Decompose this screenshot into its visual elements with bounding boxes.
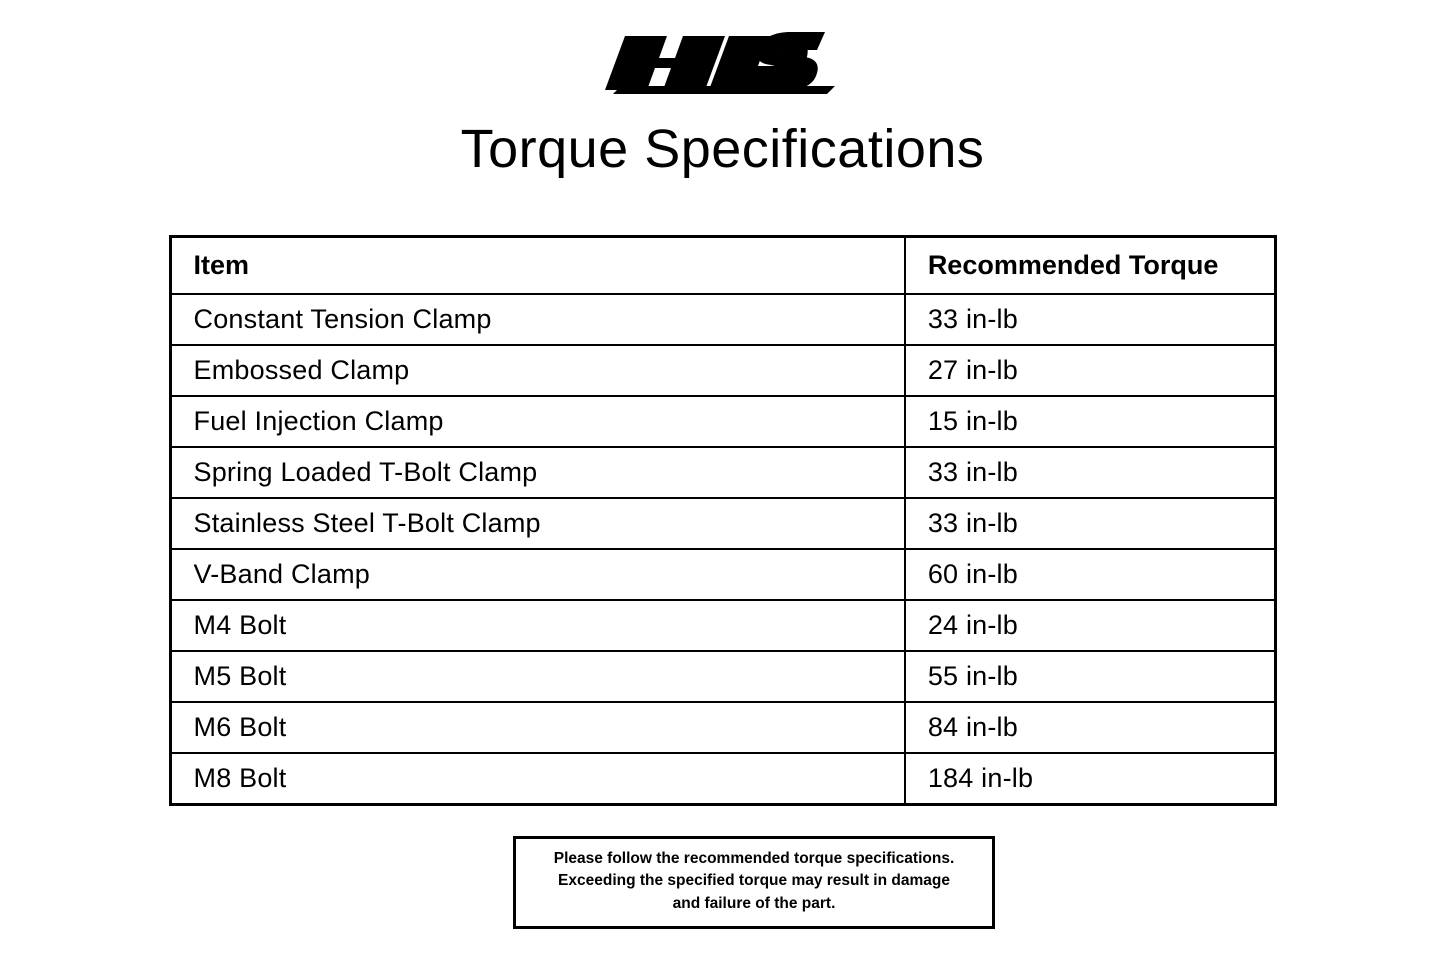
cell-torque: 15 in-lb <box>905 396 1275 447</box>
cell-item: Embossed Clamp <box>170 345 905 396</box>
warning-note-box <box>513 836 995 929</box>
table-header-row <box>170 237 1275 295</box>
cell-item: M5 Bolt <box>170 651 905 702</box>
cell-torque: 33 in-lb <box>905 498 1275 549</box>
table-row <box>170 294 1275 345</box>
note-line-2: Exceeding the specified torque may result in damage <box>558 872 950 890</box>
table-body <box>170 294 1275 805</box>
column-header-item: Item <box>170 237 905 295</box>
cell-item: M8 Bolt <box>170 753 905 805</box>
cell-torque: 33 in-lb <box>905 447 1275 498</box>
note-line-1: Please follow the recommended torque specifications. <box>553 850 955 867</box>
cell-item: Spring Loaded T-Bolt Clamp <box>170 447 905 498</box>
page-title: Torque Specifications <box>460 119 985 179</box>
brand-logo-container <box>0 0 1445 98</box>
table-row <box>170 447 1275 498</box>
cell-item: Fuel Injection Clamp <box>170 396 905 447</box>
table-row <box>170 600 1275 651</box>
cell-item: M6 Bolt <box>170 702 905 753</box>
cell-torque: 184 in-lb <box>905 753 1275 805</box>
torque-specifications-table <box>169 235 1277 806</box>
table-row <box>170 345 1275 396</box>
cell-item: Constant Tension Clamp <box>170 294 905 345</box>
cell-item: M4 Bolt <box>170 600 905 651</box>
cell-item: V-Band Clamp <box>170 549 905 600</box>
table-row <box>170 396 1275 447</box>
cell-torque: 24 in-lb <box>905 600 1275 651</box>
note-line-3: and failure of the part. <box>672 894 836 912</box>
table-row <box>170 702 1275 753</box>
cell-torque: 60 in-lb <box>905 549 1275 600</box>
cell-torque: 55 in-lb <box>905 651 1275 702</box>
table-header <box>170 237 1275 295</box>
cell-torque: 27 in-lb <box>905 345 1275 396</box>
cell-item: Stainless Steel T-Bolt Clamp <box>170 498 905 549</box>
table-row <box>170 498 1275 549</box>
table-row <box>170 753 1275 805</box>
column-header-torque: Recommended Torque <box>905 237 1275 295</box>
torque-table-container <box>169 235 1277 806</box>
hps-logo-icon <box>603 28 843 98</box>
table-row <box>170 651 1275 702</box>
cell-torque: 84 in-lb <box>905 702 1275 753</box>
cell-torque: 33 in-lb <box>905 294 1275 345</box>
table-row <box>170 549 1275 600</box>
